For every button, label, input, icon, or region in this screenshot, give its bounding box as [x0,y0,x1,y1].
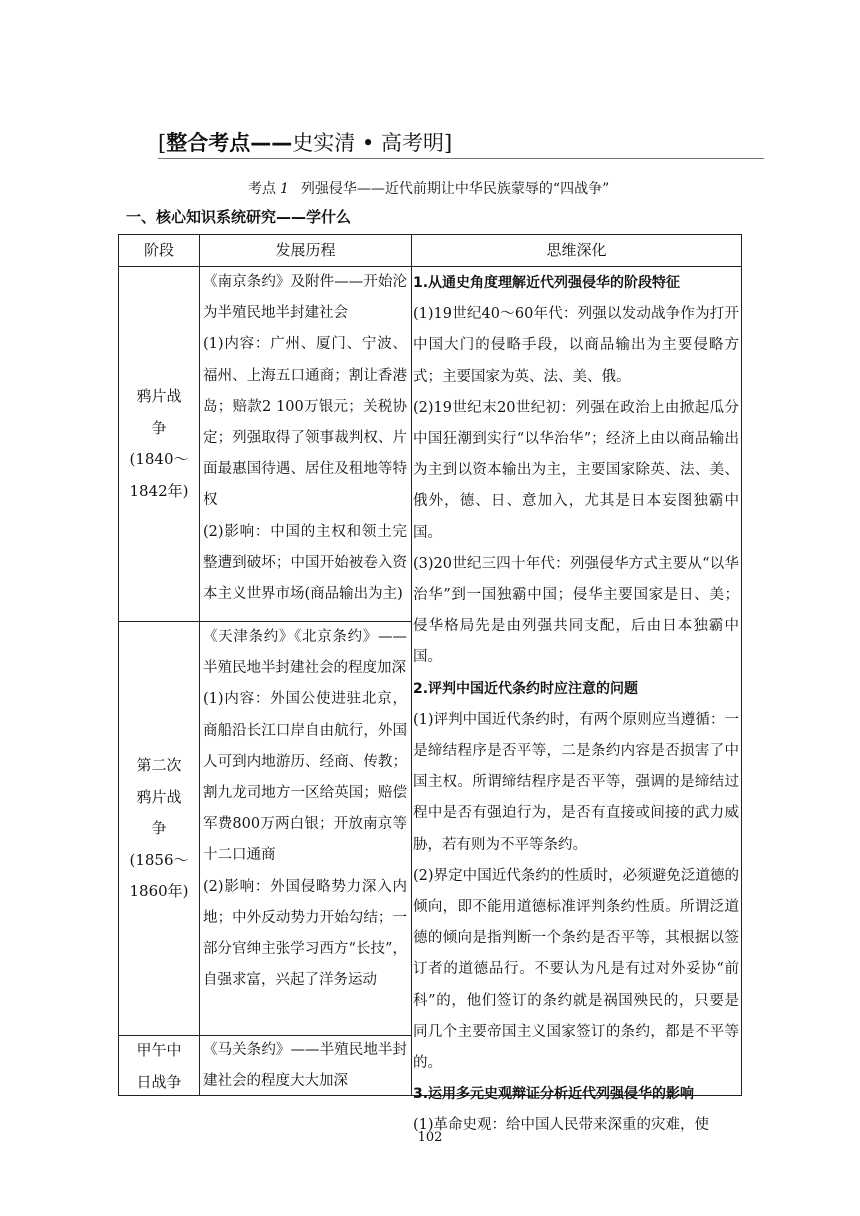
stage-line: 第二次 [136,756,182,774]
deepening-paragraph: (1)19世纪40～60年代：列强以发动战争作为打开中国大门的侵略手段，以商品输出为主要侵略方式；主要国家为英、法、美、俄。 [413,306,739,385]
history-paragraph: (2)影响：中国的主权和领土完整遭到破坏；中国开始被卷入资本主义世界市场(商品输出为主) [203,523,407,603]
stage-line: 争 [151,819,167,837]
banner-title: 整合考点—— [166,131,293,155]
page-number: 102 [417,1130,443,1145]
stage-line: (1856～ [129,850,189,869]
column-divider [199,235,200,1095]
stage-sino-japanese-war [119,1035,199,1098]
stage-line: 甲午中 [136,1041,182,1059]
section-title: 一、核心知识系统研究——学什么 [126,208,352,226]
deepening-heading: 2.评判中国近代条约时应注意的问题 [413,680,639,697]
column-divider [411,235,412,1095]
kaodian-title: 列强侵华——近代前期让中华民族蒙辱的“四战争” [300,181,610,197]
history-paragraph: 《南京条约》及附件——开始沦为半殖民地半封建社会 [203,274,407,322]
stage-line: 鸦片战 [136,787,182,806]
history-paragraph: (1)内容：广州、厦门、宁波、福州、上海五口通商；割让香港岛；赔款2 100万银元；关税协定；列强取得了领事裁判权、片面最惠国待遇、居住及租地等特权 [203,336,407,509]
banner-subtitle: 史实清 • 高考明 [292,131,444,155]
deepening-paragraph: (1)革命史观：给中国人民带来深重的灾难，使 [413,1117,710,1134]
history-paragraph: (1)内容：外国公使进驻北京，商船沿长江口岸自由航行，外国人可到内地游历、经商、传教；割九龙司地方一区给英国；赔偿军费800万两白银；开放南京等十二口通商 [203,691,407,864]
stage-line: (1840～ [129,450,189,468]
banner-rule [158,158,764,159]
history-opium-war [203,267,407,610]
header-history: 发展历程 [275,241,336,259]
header-deepening: 思维深化 [546,241,607,259]
stage-line: 日战争 [136,1072,182,1091]
stage-line: 鸦片战 [136,387,182,405]
history-sino-japanese-war [203,1035,407,1097]
deepening-paragraph: (3)20世纪三四十年代：列强侵华方式主要从“以华治华”到一国独霸中国；侵华主要国家是日、美；侵华格局先是由列强共同支配，后由日本独霸中国。 [413,555,739,666]
deepening-paragraph: (2)界定中国近代条约的性质时，必须避免泛道德的倾向，即不能用道德标准评判条约性质。所谓泛道德的倾向是指判断一个条约是否平等，其根据以签订者的道德品行。不要认为凡是有过对外妥协“前科”的，他们签订的条约就是祸国殃民的，只要是同几个主要帝国主义国家签订的条约，都是不平等的。 [413,867,739,1072]
stage-second-opium-war [119,750,199,908]
topic-banner [158,128,452,158]
history-second-opium-war [203,622,407,996]
deepening-paragraph: (2)19世纪末20世纪初：列强在政治上由掀起瓜分中国狂潮到实行“以华治华”；经济上由以商品输出为主到以资本输出为主，主要国家除英、法、美、俄外，德、日、意加入，尤其是日本妄图独霸中国。 [413,399,739,541]
history-paragraph: 《天津条约》《北京条约》——半殖民地半封建社会的程度加深 [203,629,407,677]
knowledge-table [118,234,742,1134]
banner-bracket-close: ] [443,131,453,155]
deepening-heading: 1.从通史角度理解近代列强侵华的阶段特征 [413,275,681,291]
kaodian-prefix: 考点 [248,181,276,197]
kaodian-heading [248,180,609,198]
history-paragraph: (2)影响：外国侵略势力深入内地；中外反动势力开始勾结；一部分官绅主张学习西方“长技”，自强求富，兴起了洋务运动 [203,878,407,989]
kaodian-number: 1 [280,181,289,197]
stage-line: 1860年) [129,882,189,900]
banner-bracket-open: [ [158,131,167,155]
stage-line: 1842年) [129,481,189,500]
stage-opium-war [119,381,199,507]
header-stage: 阶段 [143,241,174,259]
stage-line: 争 [151,418,167,437]
history-paragraph: 《马关条约》——半殖民地半封建社会的程度大大加深 [203,1042,407,1090]
deepening-paragraph: (1)评判中国近代条约时，有两个原则应当遵循：一是缔结程序是否平等，二是条约内容是否损害了中国主权。所谓缔结程序是否平等，强调的是缔结过程中是否有强迫行为，是否有直接或间接的武力威胁，若有则为不平等条约。 [413,711,739,853]
deepening-column [413,268,739,1142]
deepening-heading: 3.运用多元史观辩证分析近代列强侵华的影响 [413,1086,695,1103]
